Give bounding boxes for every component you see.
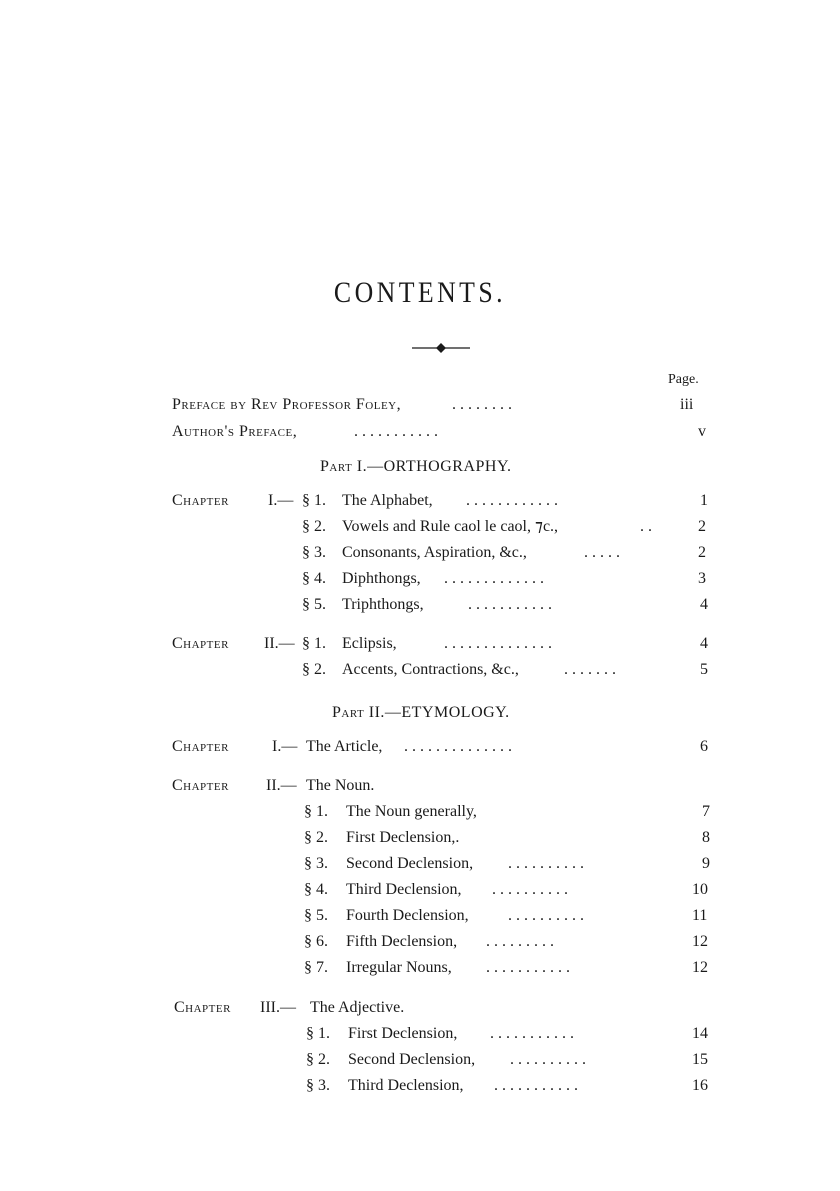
section-number: § 3. [306, 1077, 330, 1094]
section-title: Third Declension, [346, 881, 462, 898]
section-page: 5 [700, 661, 708, 678]
section-number: § 2. [302, 661, 326, 678]
section-number: § 1. [304, 803, 328, 820]
section-page: 14 [692, 1025, 708, 1042]
leader-dots: . . . . . . . [564, 661, 616, 678]
section-number: § 1. [306, 1025, 330, 1042]
section-number: § 1. [302, 492, 326, 509]
leader-dots: . . . . . . . . . . . [494, 1077, 578, 1094]
section-title: Third Declension, [348, 1077, 464, 1094]
part1-chapter2-label: Chapter [172, 635, 229, 652]
section-page: 2 [698, 544, 706, 561]
toc-entry-author-preface-label: Author's Preface, [172, 423, 298, 440]
part1-chapter1-label: Chapter [172, 492, 229, 509]
part2-chapter2-title: The Noun. [306, 777, 375, 794]
page-column-header: Page. [668, 372, 699, 387]
section-page: 4 [700, 635, 708, 652]
section-page: 9 [702, 855, 710, 872]
section-title: Consonants, Aspiration, &c., [342, 544, 527, 561]
section-page: 1 [700, 492, 708, 509]
part1-heading-title: —ORTHOGRAPHY. [367, 458, 512, 475]
leader-dots: . . . . . . . . . . [510, 1051, 586, 1068]
part2-chapter1-number: I.— [272, 738, 298, 755]
part2-heading-prefix: Part II. [332, 704, 385, 721]
section-title: Fourth Declension, [346, 907, 469, 924]
section-number: § 3. [304, 855, 328, 872]
section-page: 15 [692, 1051, 708, 1068]
section-title: Second Declension, [346, 855, 474, 872]
section-page: 3 [698, 570, 706, 587]
section-title: The Noun generally, [346, 803, 477, 820]
leader-dots: . . . . . . . . . . . . . [444, 570, 544, 587]
section-title: The Alphabet, [342, 492, 433, 509]
leader-dots: . . . . . . . . . . [508, 907, 584, 924]
section-number: § 4. [302, 570, 326, 587]
leader-dots: . . . . . . . . . . . . . . [404, 738, 512, 755]
section-page: 4 [700, 596, 708, 613]
section-number: § 4. [304, 881, 328, 898]
part2-chapter3-label: Chapter [174, 999, 231, 1016]
section-page: 16 [692, 1077, 708, 1094]
part2-chapter3-title: The Adjective. [310, 999, 405, 1016]
part1-chapter2-number: II.— [264, 635, 295, 652]
part1-chapter1-number: I.— [268, 492, 294, 509]
part1-heading-prefix: Part I. [320, 458, 368, 475]
part2-chapter1-label: Chapter [172, 738, 229, 755]
ornament-divider-icon [412, 342, 470, 354]
part2-heading-title: —ETYMOLOGY. [384, 704, 510, 721]
section-title: First Declension,. [346, 829, 460, 846]
page-title: CONTENTS. [333, 276, 507, 309]
section-number: § 2. [306, 1051, 330, 1068]
section-page: 12 [692, 933, 708, 950]
leader-dots: . . . . . . . . . . . [468, 596, 552, 613]
leader-dots: . . . . . . . . . . . . . . [444, 635, 552, 652]
section-title: Triphthongs, [342, 596, 424, 613]
part1-heading [320, 458, 511, 476]
section-number: § 5. [304, 907, 328, 924]
part2-heading [332, 704, 510, 722]
section-page: 2 [698, 518, 706, 535]
section-title: Irregular Nouns, [346, 959, 452, 976]
leader-dots: . . . . . . . . . . . [354, 423, 438, 440]
section-title: Accents, Contractions, &c., [342, 661, 519, 678]
leader-dots: . . . . . . . . . . . [486, 959, 570, 976]
section-page: 8 [702, 829, 710, 846]
section-page: 6 [700, 738, 708, 755]
section-title: Diphthongs, [342, 570, 421, 587]
section-page: 12 [692, 959, 708, 976]
leader-dots: . . . . . . . . . . . . [466, 492, 558, 509]
leader-dots: . . . . . . . . . . . [490, 1025, 574, 1042]
section-title: Fifth Declension, [346, 933, 458, 950]
part2-chapter3-number: III.— [260, 999, 296, 1016]
leader-dots: . . . . . . . . . . [508, 855, 584, 872]
leader-dots: . . . . . . . . . . [492, 881, 568, 898]
leader-dots: . . [640, 518, 652, 535]
leader-dots: . . . . . . . . [452, 396, 512, 413]
toc-entry-author-preface-page: v [698, 423, 706, 440]
section-number: § 1. [302, 635, 326, 652]
section-page: 11 [692, 907, 708, 924]
section-number: § 6. [304, 933, 328, 950]
section-title: Second Declension, [348, 1051, 476, 1068]
part2-chapter1-title: The Article, [306, 738, 383, 755]
leader-dots: . . . . . [584, 544, 620, 561]
toc-entry-preface-page: iii [680, 396, 694, 413]
section-page: 10 [692, 881, 708, 898]
section-number: § 3. [302, 544, 326, 561]
section-title: First Declension, [348, 1025, 458, 1042]
section-number: § 2. [302, 518, 326, 535]
section-number: § 5. [302, 596, 326, 613]
part2-chapter2-label: Chapter [172, 777, 229, 794]
section-number: § 7. [304, 959, 328, 976]
part2-chapter2-number: II.— [266, 777, 297, 794]
section-title: Vowels and Rule caol le caol, ⁊c., [342, 518, 559, 535]
leader-dots: . . . . . . . . . [486, 933, 554, 950]
section-title: Eclipsis, [342, 635, 397, 652]
section-page: 7 [702, 803, 710, 820]
section-number: § 2. [304, 829, 328, 846]
toc-entry-preface-label: Preface by Rev Professor Foley, [172, 396, 402, 413]
